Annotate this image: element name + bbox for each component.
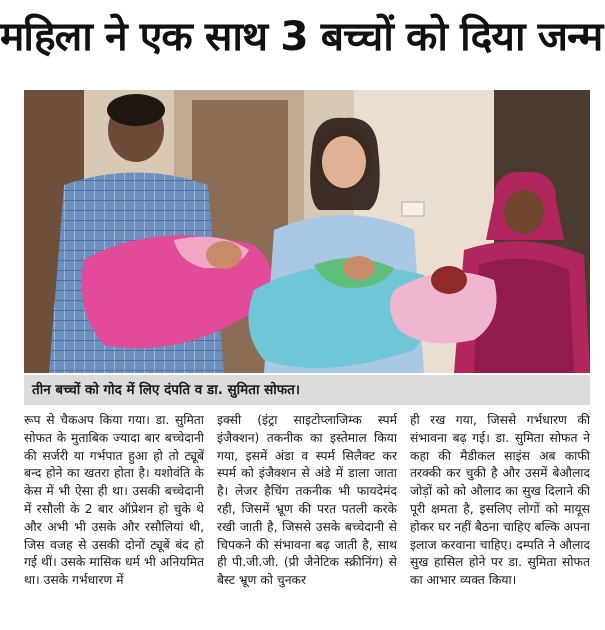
- article-column-3: ही रख गया, जिससे गर्भधारण की संभावना बढ़ गई। डा. सुमिता सोफत ने कहा की मैडीकल साइंस अब काफी तरक्की कर चुकी है और उसमें बेऔलाद जोड़ों को को औलाद का सुख दिलाने की पूरी क्षमता है, इसलिए लोगों को मायूस होकर घर नहीं बैठना चाहिए बल्कि अपना इलाज करवाना चाहिए। दम्पति ने औलाद सुख हासिल होने पर डा. सुमिता सोफत का आभार व्यक्त किया।: [410, 413, 590, 588]
- article-body: [24, 412, 590, 626]
- baby-face-1: [206, 241, 242, 269]
- photo-caption: तीन बच्चों को गोद में लिए दंपति व डा. सुमिता सोफत।: [24, 375, 590, 405]
- baby-face-2: [343, 256, 375, 280]
- photo-switchboard: [402, 202, 424, 216]
- headline: महिला ने एक साथ 3 बच्चों को दिया जन्म: [0, 14, 603, 60]
- news-photo: [24, 90, 590, 373]
- article-column-2: इक्सी (इंट्रा साइटोप्लाजिम्क स्पर्म इंजैक्शन) तकनीक का इस्तेमाल किया गया, इसमें अंडा व स्पर्म सिलैक्ट कर स्पर्म को इंजैक्शन से अंडे में डाला जाता है। लेजर हैचिंग तकनीक भी फायदेमंद रही, जिसमें भ्रूण की परत पतली करके रखी जाती है, जिससे उसके बच्चेदानी से चिपकने की संभावना बढ़ जाती है, साथ ही पी.जी.जी. (प्री जैनेटिक स्क्रीनिंग) से बैस्ट भ्रूण को चुनकर: [217, 413, 397, 588]
- baby-face-3: [431, 266, 467, 294]
- article-column-1: रूप से चैकअप किया गया। डा. सुमिता सोफत के मुताबिक ज्यादा बार बच्चेदानी की सर्जरी या गर्भपात हुआ हो तो ट्यूबें बन्द होने का खतरा होता है। यशोवंति के केस में भी ऐसा ही था। उसकी बच्चेदानी में रसौली के 2 बार ऑप्रेशन हो चुके थे और अभी भी उसके और रसौलियां थी, जिस वजह से उसकी दोनों ट्यूबें बंद हो गई थीं। उसके मासिक धर्म भी अनियमित था। उसके गर्भधारण में: [24, 413, 204, 588]
- man-hair: [107, 94, 165, 126]
- photo-illustration: [24, 90, 590, 373]
